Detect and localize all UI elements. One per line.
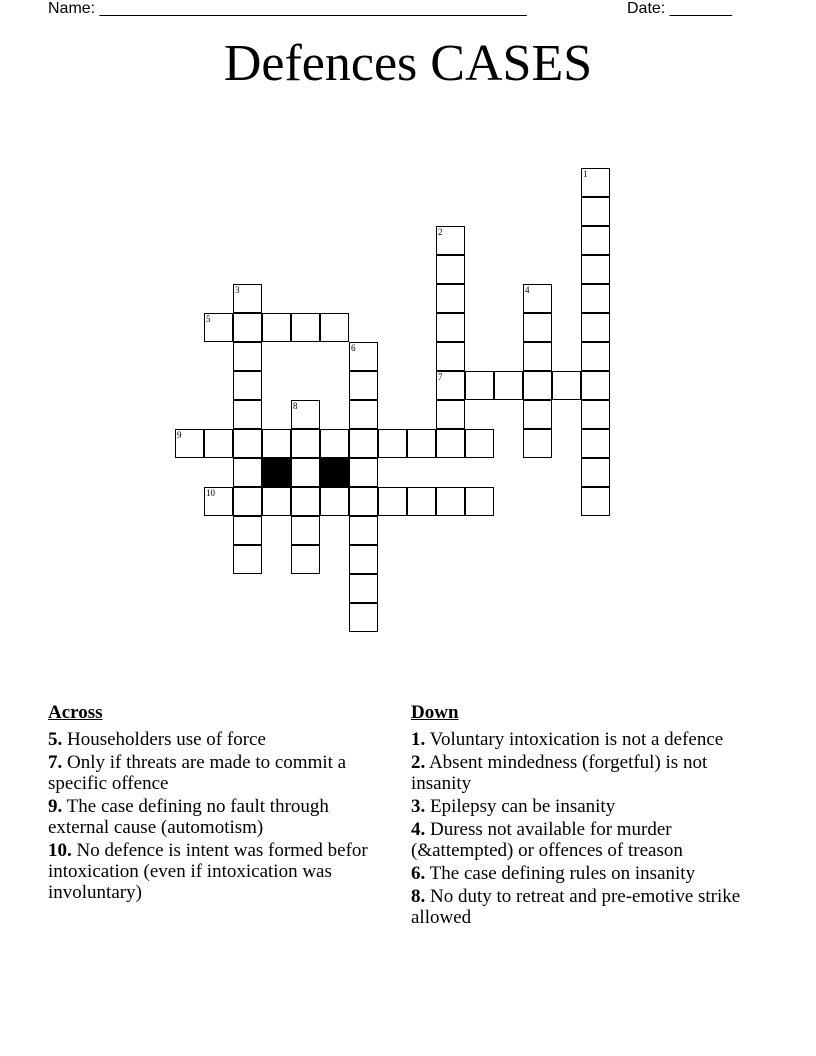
clue-text: Voluntary intoxication is not a defence [429,729,724,750]
grid-cell[interactable] [233,400,262,429]
grid-cell[interactable] [581,487,610,516]
grid-cell[interactable] [581,168,610,197]
grid-cell[interactable] [262,487,291,516]
clue-number: 7. [48,752,63,773]
grid-cell[interactable] [349,574,378,603]
clue-down-4 [411,819,756,861]
grid-cell[interactable] [407,429,436,458]
grid-cell[interactable] [581,400,610,429]
clue-number: 2. [411,752,426,773]
name-blank: ________________________________________________ [99,0,527,17]
grid-cell[interactable] [233,458,262,487]
grid-cell[interactable] [581,429,610,458]
grid-cell[interactable] [349,458,378,487]
clue-text: No defence is intent was formed befor intoxication (even if intoxication was involuntary) [48,840,368,903]
grid-cell[interactable] [233,284,262,313]
across-heading: Across [48,702,103,723]
grid-block [262,458,291,487]
grid-cell[interactable] [233,545,262,574]
grid-cell[interactable] [349,429,378,458]
grid-cell[interactable] [378,487,407,516]
clue-text: The case defining no fault through external cause (automotism) [48,796,329,838]
cell-number: 5 [206,314,211,324]
grid-cell[interactable] [436,313,465,342]
clue-across-9 [48,796,388,838]
grid-cell[interactable] [291,487,320,516]
down-heading: Down [411,702,459,723]
grid-cell[interactable] [581,342,610,371]
grid-cell[interactable] [320,429,349,458]
grid-cell[interactable] [233,342,262,371]
grid-cell[interactable] [465,429,494,458]
grid-cell[interactable] [581,371,610,400]
grid-cell[interactable] [436,255,465,284]
clue-text: Absent mindedness (forgetful) is not insanity [411,752,708,794]
grid-cell[interactable] [291,516,320,545]
grid-cell[interactable] [581,458,610,487]
grid-cell[interactable] [204,313,233,342]
grid-cell[interactable] [233,487,262,516]
cell-number: 1 [583,169,588,179]
grid-cell[interactable] [436,226,465,255]
grid-cell[interactable] [233,516,262,545]
grid-cell[interactable] [349,400,378,429]
grid-cell[interactable] [233,313,262,342]
cell-number: 3 [235,285,240,295]
name-label: Name: [48,0,96,17]
clue-down-2 [411,752,756,794]
clue-down-8 [411,886,756,928]
cell-number: 9 [177,430,182,440]
grid-cell[interactable] [523,284,552,313]
clue-down-3 [411,796,756,817]
clue-across-5 [48,729,388,750]
date-label: Date: [627,0,666,17]
across-clues [48,701,388,905]
clue-text: Epilepsy can be insanity [430,796,616,817]
grid-block [320,458,349,487]
grid-cell[interactable] [233,371,262,400]
clue-number: 5. [48,729,63,750]
clue-across-7 [48,752,388,794]
cell-number: 8 [293,401,298,411]
grid-cell[interactable] [436,487,465,516]
grid-cell[interactable] [523,400,552,429]
grid-cell[interactable] [436,400,465,429]
grid-cell[interactable] [581,313,610,342]
cell-number: 4 [525,285,530,295]
grid-cell[interactable] [349,545,378,574]
grid-cell[interactable] [291,400,320,429]
grid-cell[interactable] [349,371,378,400]
grid-cell[interactable] [349,487,378,516]
grid-cell[interactable] [581,255,610,284]
clue-down-1 [411,729,756,750]
grid-cell[interactable] [262,429,291,458]
cell-number: 7 [438,372,443,382]
grid-cell[interactable] [262,313,291,342]
grid-cell[interactable] [291,458,320,487]
grid-cell[interactable] [233,429,262,458]
grid-cell[interactable] [436,284,465,313]
grid-cell[interactable] [349,516,378,545]
grid-cell[interactable] [204,487,233,516]
grid-cell[interactable] [494,371,523,400]
clue-across-10 [48,840,388,903]
cell-number: 10 [206,488,215,498]
grid-cell[interactable] [465,371,494,400]
cell-number: 6 [351,343,356,353]
grid-cell[interactable] [378,429,407,458]
grid-cell[interactable] [552,371,581,400]
grid-cell[interactable] [523,371,552,400]
grid-cell[interactable] [465,487,494,516]
grid-cell[interactable] [407,487,436,516]
grid-cell[interactable] [581,226,610,255]
clue-down-6 [411,863,756,884]
date-blank: _______ [669,0,732,17]
grid-cell[interactable] [349,603,378,632]
grid-cell[interactable] [320,313,349,342]
clue-text: The case defining rules on insanity [429,863,696,884]
clue-number: 8. [411,886,426,907]
clue-number: 6. [411,863,426,884]
grid-cell[interactable] [436,429,465,458]
clue-number: 9. [48,796,63,817]
grid-cell[interactable] [523,313,552,342]
clue-number: 4. [411,819,426,840]
clue-number: 10. [48,840,72,861]
grid-cell[interactable] [523,342,552,371]
down-clues [411,701,756,930]
cell-number: 2 [438,227,443,237]
grid-cell[interactable] [204,429,233,458]
grid-cell[interactable] [581,284,610,313]
clue-text: No duty to retreat and pre-emotive strike allowed [411,886,741,928]
grid-cell[interactable] [175,429,204,458]
clue-text: Householders use of force [67,729,266,750]
clue-number: 1. [411,729,426,750]
page-title: Defences CASES [223,35,593,92]
grid-cell[interactable] [320,487,349,516]
grid-cell[interactable] [436,342,465,371]
grid-cell[interactable] [436,371,465,400]
grid-cell[interactable] [581,197,610,226]
clue-text: Only if threats are made to commit a specific offence [48,752,347,794]
grid-cell[interactable] [291,313,320,342]
grid-cell[interactable] [291,429,320,458]
grid-cell[interactable] [349,342,378,371]
grid-cell[interactable] [291,545,320,574]
grid-cell[interactable] [523,429,552,458]
clue-text: Duress not available for murder (&attempted) or offences of treason [411,819,683,861]
clue-number: 3. [411,796,426,817]
